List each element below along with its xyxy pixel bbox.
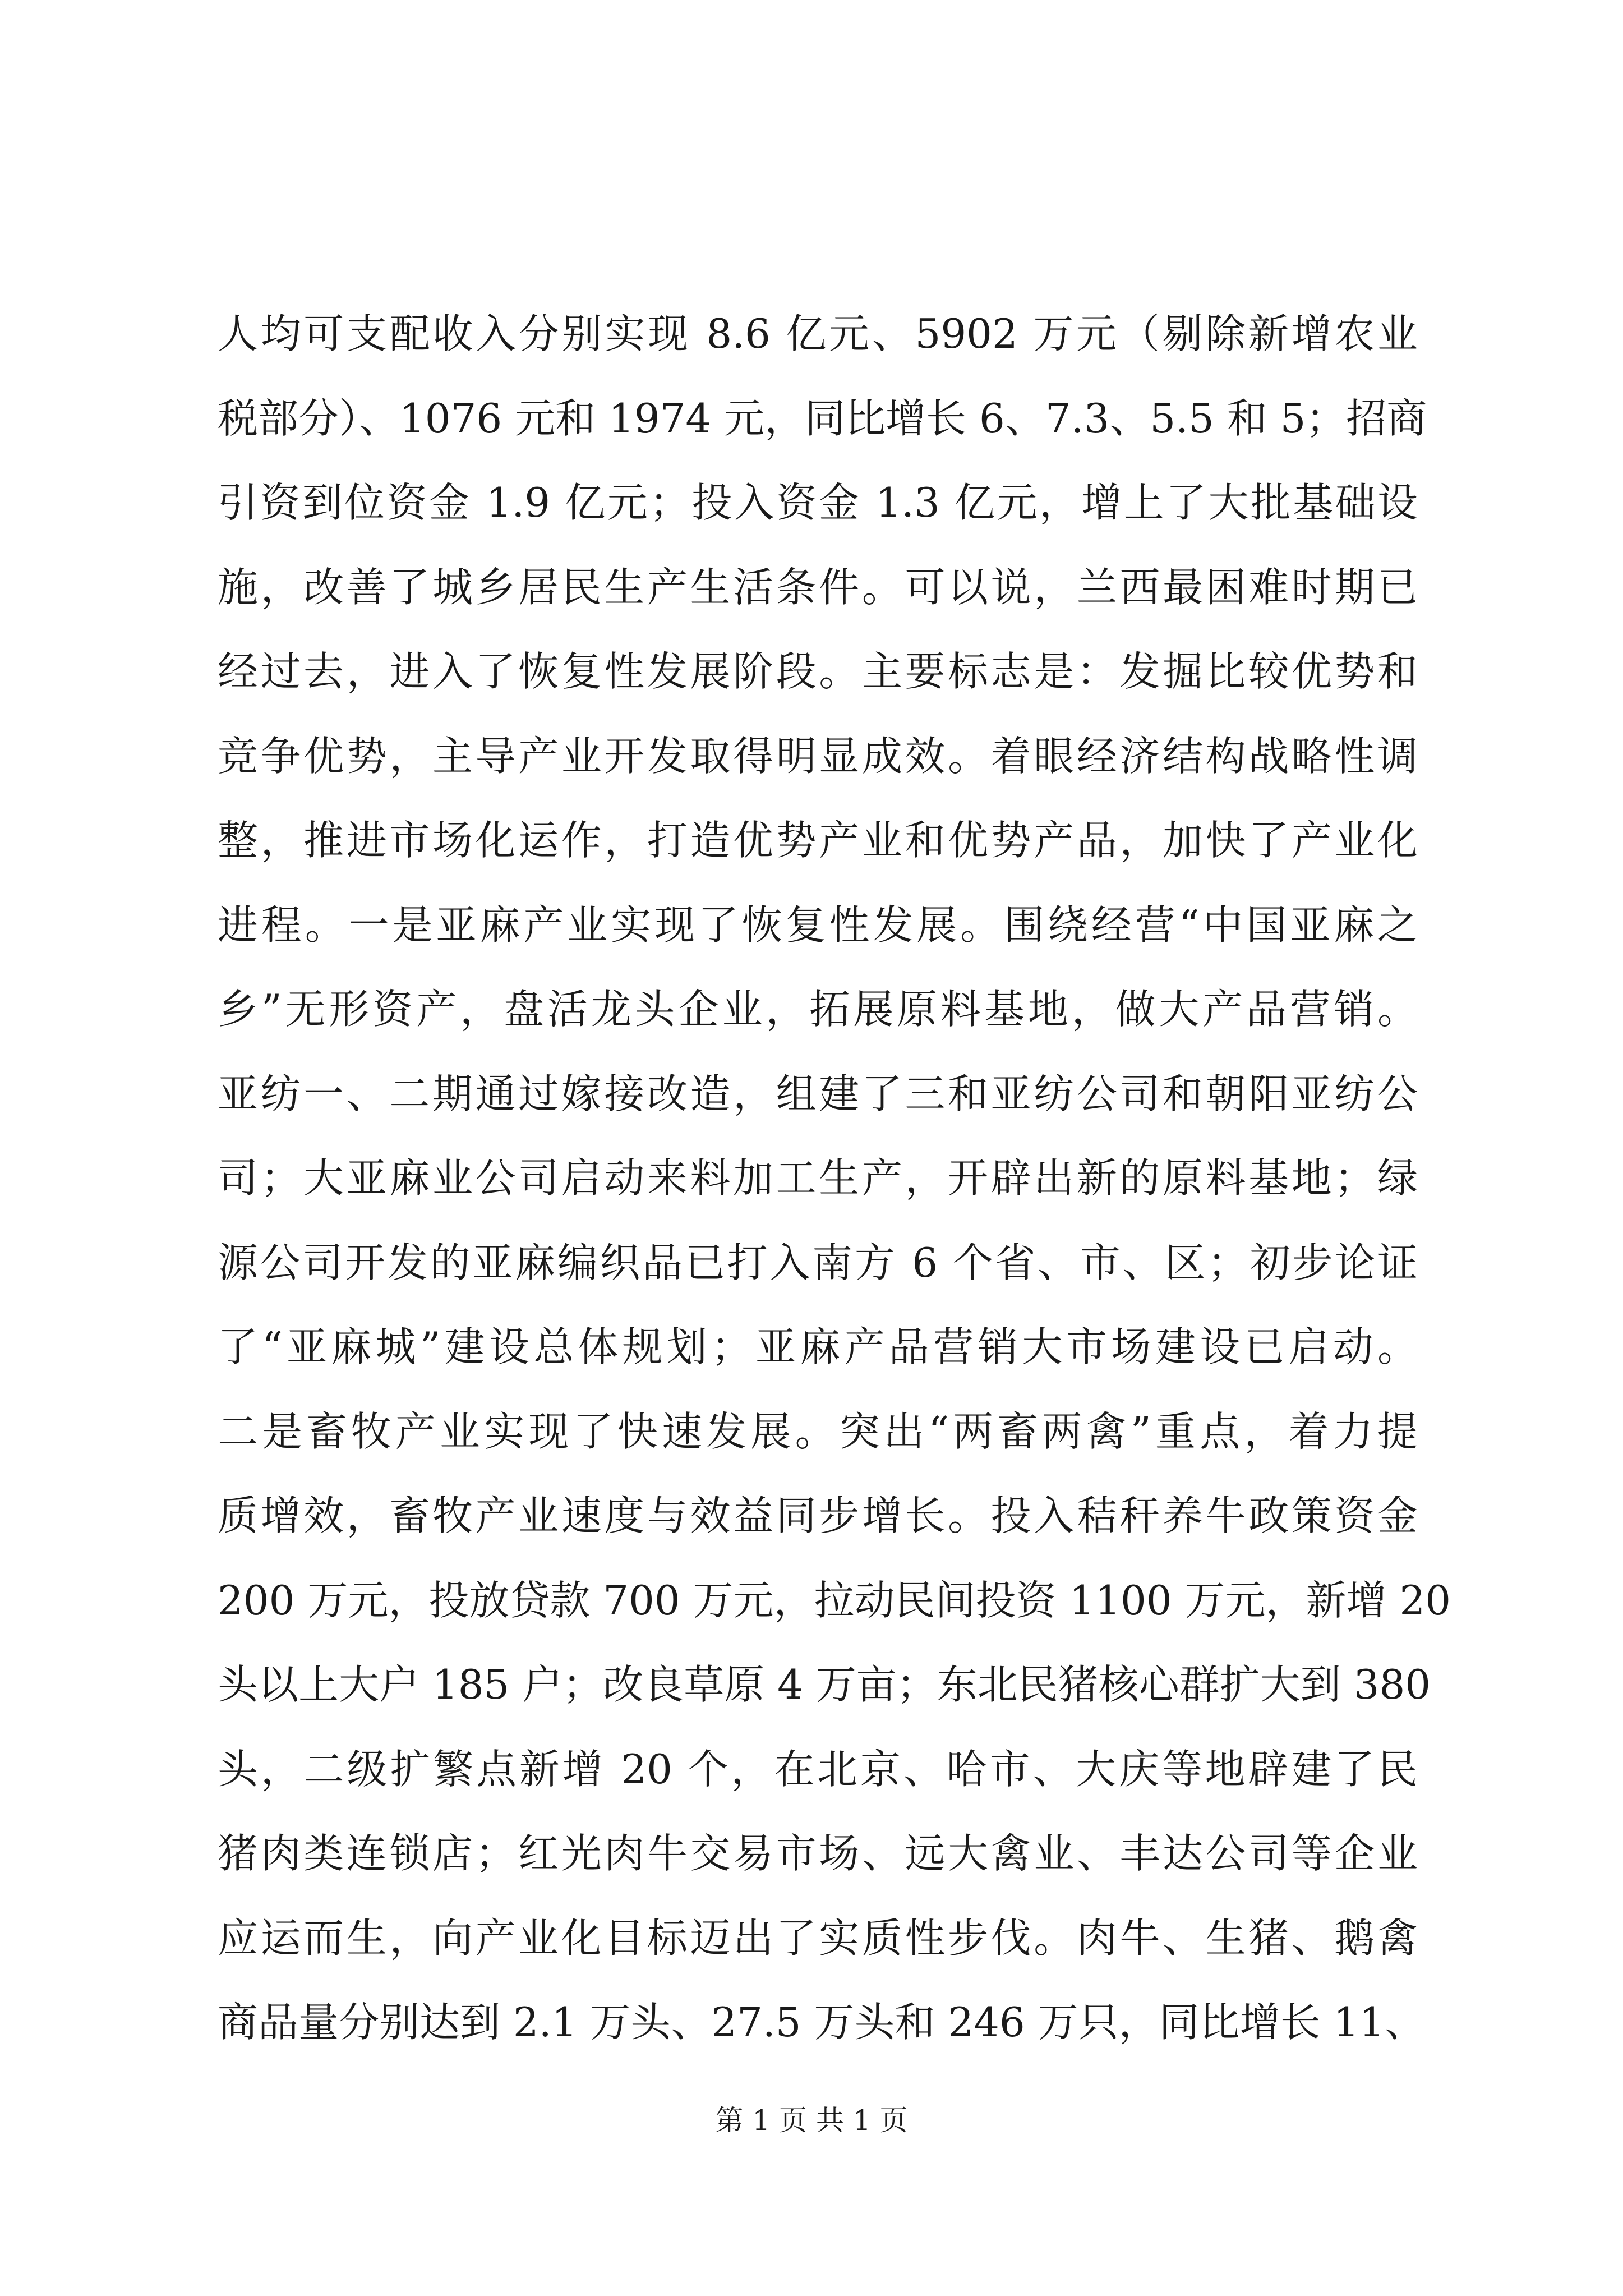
text-line: 了“亚麻城”建设总体规划；亚麻产品营销大市场建设已启动。 <box>218 1323 1418 1370</box>
page-footer: 第 1 页 共 1 页 <box>715 2104 908 2137</box>
text-line: 司；大亚麻业公司启动来料加工生产，开辟出新的原料基地；绿 <box>218 1154 1418 1202</box>
text-line: 二是畜牧产业实现了快速发展。突出“两畜两禽”重点，着力提 <box>218 1407 1418 1455</box>
text-line: 施，改善了城乡居民生产生活条件。可以说，兰西最困难时期已 <box>218 563 1418 611</box>
text-line: 竞争优势，主导产业开发取得明显成效。着眼经济结构战略性调 <box>218 732 1418 780</box>
text-line: 进程。一是亚麻产业实现了恢复性发展。围绕经营“中国亚麻之 <box>218 901 1418 949</box>
text-line: 经过去，进入了恢复性发展阶段。主要标志是：发掘比较优势和 <box>218 648 1418 695</box>
text-line: 商品量分别达到 2.1 万头、27.5 万头和 246 万只，同比增长 11、 <box>218 1999 1426 2046</box>
text-line: 源公司开发的亚麻编织品已打入南方 6 个省、市、区；初步论证 <box>218 1239 1418 1286</box>
body-text <box>218 292 1451 2065</box>
text-line: 质增效，畜牧产业速度与效益同步增长。投入秸秆养牛政策资金 <box>218 1492 1418 1539</box>
text-line: 乡”无形资产，盘活龙头企业，拓展原料基地，做大产品营销。 <box>218 986 1418 1033</box>
text-line: 引资到位资金 1.9 亿元；投入资金 1.3 亿元，增上了大批基础设 <box>218 479 1418 526</box>
text-line: 200 万元，投放贷款 700 万元，拉动民间投资 1100 万元，新增 20 <box>218 1576 1451 1624</box>
text-line: 整，推进市场化运作，打造优势产业和优势产品，加快了产业化 <box>218 817 1418 864</box>
text-line: 头，二级扩繁点新增 20 个，在北京、哈市、大庆等地辟建了民 <box>218 1745 1418 1793</box>
text-line: 亚纺一、二期通过嫁接改造，组建了三和亚纺公司和朝阳亚纺公 <box>218 1070 1418 1117</box>
text-line: 应运而生，向产业化目标迈出了实质性步伐。肉牛、生猪、鹅禽 <box>218 1914 1418 1962</box>
text-line: 猪肉类连锁店；红光肉牛交易市场、远大禽业、丰达公司等企业 <box>218 1830 1418 1877</box>
text-line: 税部分）、1076 元和 1974 元，同比增长 6、7.3、5.5 和 5；招商 <box>218 394 1427 442</box>
text-line: 人均可支配收入分别实现 8.6 亿元、5902 万元（剔除新增农业 <box>218 310 1418 357</box>
text-line: 头以上大户 185 户；改良草原 4 万亩；东北民猪核心群扩大到 380 <box>218 1661 1431 1708</box>
